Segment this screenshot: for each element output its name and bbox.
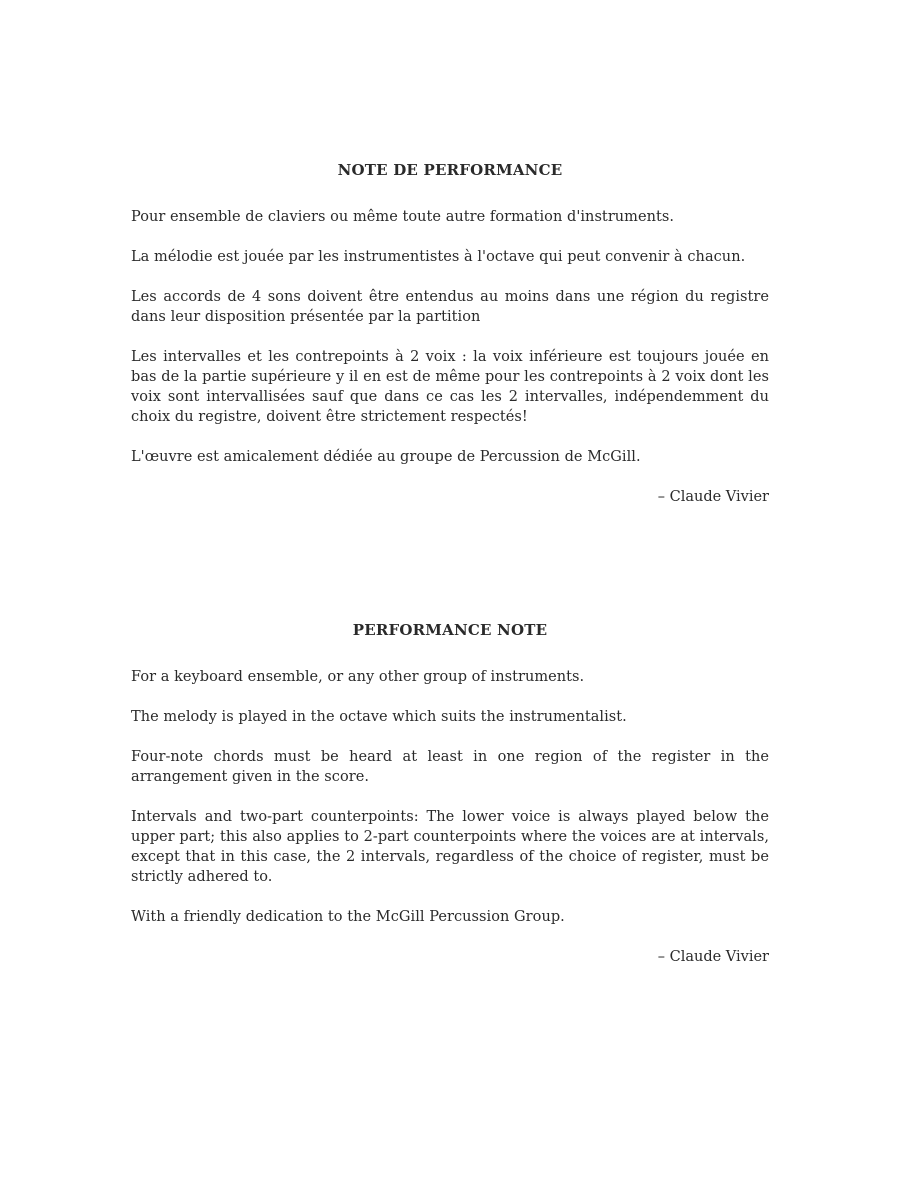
french-paragraph-1: Pour ensemble de claviers ou même toute autre formation d'instruments. bbox=[131, 209, 675, 225]
english-performance-note bbox=[131, 620, 769, 967]
french-paragraph-4: Les intervalles et les contrepoints à 2 voix : la voix inférieure est toujours jouée en bas de la partie supérieure y il en est de même pour les contrepoints à 2 voix dont les voix sont intervallisées sauf que dans ce cas les 2 intervalles, indépendemment du choix du registre, doivent être strictement respectés! bbox=[131, 349, 769, 425]
english-signature: – Claude Vivier bbox=[657, 949, 769, 965]
french-performance-note bbox=[131, 160, 769, 507]
english-paragraph-4: Intervals and two-part counterpoints: The lower voice is always played below the upper part; this also applies to 2-part counterpoints where the voices are at intervals, except that in this case, the 2 intervals, regardless of the choice of register, must be strictly adhered to. bbox=[131, 809, 769, 885]
french-paragraph-3: Les accords de 4 sons doivent être entendus au moins dans une région du registre dans leur disposition présentée par la partition bbox=[131, 289, 769, 325]
french-paragraph-5: L'œuvre est amicalement dédiée au groupe de Percussion de McGill. bbox=[131, 449, 641, 465]
french-signature: – Claude Vivier bbox=[657, 489, 769, 505]
english-paragraph-1: For a keyboard ensemble, or any other group of instruments. bbox=[131, 669, 585, 685]
english-paragraph-5: With a friendly dedication to the McGill Percussion Group. bbox=[131, 909, 565, 925]
french-paragraph-2: La mélodie est jouée par les instrumentistes à l'octave qui peut convenir à chacun. bbox=[131, 249, 746, 265]
english-title: PERFORMANCE NOTE bbox=[352, 621, 548, 639]
french-title: NOTE DE PERFORMANCE bbox=[337, 161, 563, 179]
english-paragraph-3: Four-note chords must be heard at least in one region of the register in the arrangement given in the score. bbox=[131, 749, 769, 785]
english-paragraph-2: The melody is played in the octave which suits the instrumentalist. bbox=[131, 709, 627, 725]
